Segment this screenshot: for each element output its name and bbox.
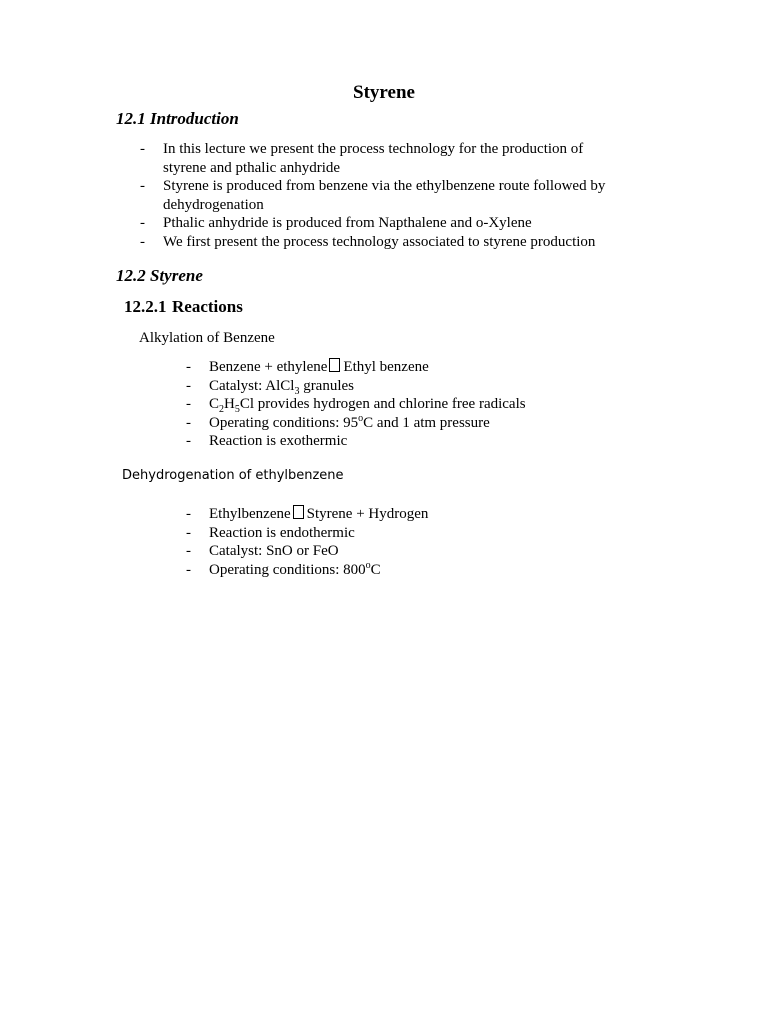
list-item: - Catalyst: AlCl$_3$ granules bbox=[186, 377, 355, 397]
introduction-list bbox=[140, 140, 620, 251]
dehydrogenation-heading: Dehydrogenation of ethylbenzene bbox=[122, 468, 344, 483]
dash-bullet: - bbox=[186, 377, 191, 394]
dash-bullet: - bbox=[140, 178, 145, 194]
arrow-glyph-icon bbox=[293, 505, 304, 519]
alkylation-heading: Alkylation of Benzene bbox=[139, 330, 275, 346]
subsection-number: 12.2.1 bbox=[124, 297, 167, 316]
list-item: - Operating conditions: 800$^o$C bbox=[186, 559, 381, 578]
section-heading-styrene: 12.2 Styrene bbox=[116, 266, 203, 285]
dash-bullet: - bbox=[186, 359, 191, 375]
dash-bullet: - bbox=[140, 141, 145, 157]
arrow-glyph-icon bbox=[329, 358, 340, 372]
dash-bullet: - bbox=[186, 396, 191, 412]
section-heading-introduction: 12.1 Introduction bbox=[116, 109, 239, 128]
list-item: - Reaction is exothermic bbox=[186, 433, 348, 449]
list-item: - Reaction is endothermic bbox=[186, 524, 355, 541]
dash-bullet: - bbox=[186, 433, 191, 449]
list-item: - Catalyst: SnO or FeO bbox=[186, 543, 339, 559]
list-item: - Operating conditions: 95$^o$C and 1 atm pressure bbox=[186, 412, 490, 431]
dash-bullet: - bbox=[186, 414, 191, 431]
list-item: - Benzene + ethylene Ethyl benzene bbox=[186, 359, 429, 375]
dash-bullet: - bbox=[140, 233, 145, 250]
page-title: Styrene bbox=[353, 82, 415, 103]
list-item: - Ethylbenzene Styrene + Hydrogen bbox=[186, 506, 429, 522]
dash-bullet: - bbox=[186, 543, 191, 559]
list-item: - Styrene is produced from benzene via the ethylbenzene route followed by dehydrogenation bbox=[140, 178, 606, 213]
list-item: - Pthalic anhydride is produced from Napthalene and o-Xylene bbox=[140, 215, 532, 231]
dash-bullet: - bbox=[140, 215, 145, 231]
dash-bullet: - bbox=[186, 561, 191, 578]
subsection-heading-reactions bbox=[124, 297, 243, 317]
alkylation-list bbox=[186, 358, 606, 451]
dehydrogenation-list bbox=[186, 505, 606, 579]
dash-bullet: - bbox=[186, 524, 191, 541]
list-item: - $C_2H_5Cl$ provides hydrogen and chlorine free radicals bbox=[186, 396, 526, 415]
list-item: - We first present the process technology associated to styrene production bbox=[140, 233, 596, 250]
subsection-title: Reactions bbox=[172, 297, 243, 316]
list-item: - In this lecture we present the process technology for the production of styrene and pthalic anhydride bbox=[140, 141, 584, 176]
dash-bullet: - bbox=[186, 506, 191, 522]
